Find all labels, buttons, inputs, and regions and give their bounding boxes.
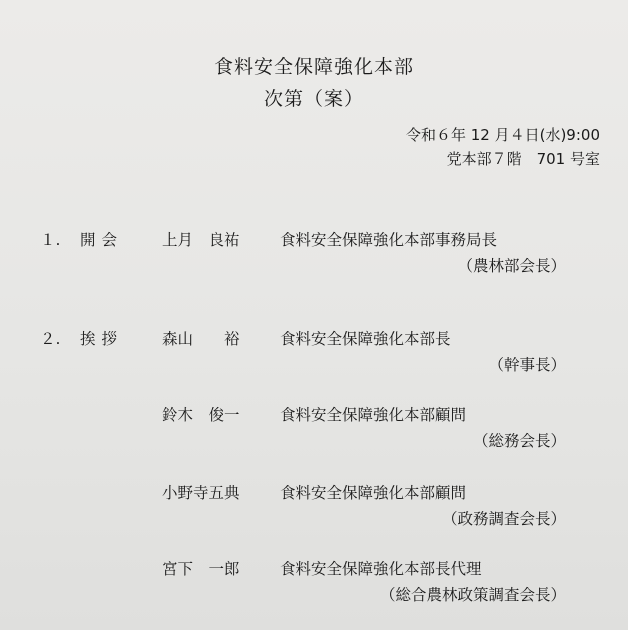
speaker-position: （農林部会長） [457,257,566,275]
agenda-item-number: ２. [40,330,61,348]
speaker-position: （幹事長） [488,356,566,374]
speaker-name: 上月 良祐 [162,231,240,249]
speaker-name: 小野寺五典 [162,484,240,502]
speaker-role: 食料安全保障強化本部長代理 [280,560,482,578]
speaker-name: 鈴木 俊一 [162,406,240,424]
agenda-item-label: 挨拶 [80,330,124,348]
speaker-role: 食料安全保障強化本部事務局長 [280,231,498,249]
speaker-position: （総務会長） [472,432,566,450]
speaker-role: 食料安全保障強化本部長 [280,330,451,348]
document-subtitle: 次第（案） [263,88,364,110]
meeting-date: 令和６年 12 月４日(水)9:00 [405,126,600,144]
speaker-position: （総合農林政策調査会長） [379,586,566,604]
speaker-role: 食料安全保障強化本部顧問 [280,484,467,502]
meeting-place: 党本部７階 701 号室 [446,150,600,168]
agenda-item-number: １. [40,231,61,249]
speaker-name: 宮下 一郎 [162,560,240,578]
speaker-name: 森山 裕 [162,330,240,348]
document-title: 食料安全保障強化本部 [213,56,414,78]
speaker-role: 食料安全保障強化本部顧問 [280,406,467,424]
agenda-item-label: 開会 [80,231,124,249]
speaker-position: （政務調査会長） [441,510,566,528]
